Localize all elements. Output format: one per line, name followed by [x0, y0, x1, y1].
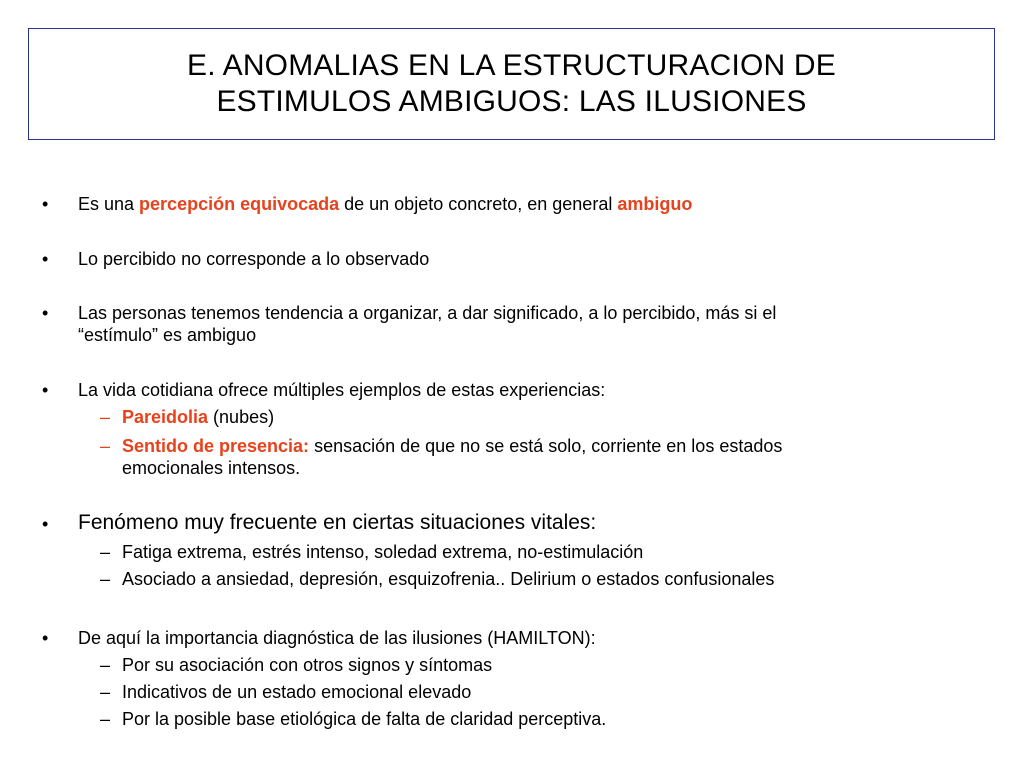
bullet-5: Fenómeno muy frecuente en ciertas situaciones vitales:	[78, 511, 597, 534]
title-line-1: E. ANOMALIAS EN LA ESTRUCTURACION DE	[186, 49, 836, 82]
bullet-4-sub-1-text: (nubes)	[208, 407, 275, 427]
bullet-4-sub-2-text: sensación de que no se está solo, corriente en los estados	[309, 436, 783, 456]
bullet-marker: •	[42, 514, 49, 534]
bullet-4-sub-2	[122, 435, 782, 457]
sub-bullet-marker: –	[100, 709, 111, 729]
bullet-1	[78, 193, 692, 215]
bullet-1-text-a: Es una	[78, 194, 140, 214]
bullet-4-sub-2-highlight: Sentido de presencia:	[122, 436, 310, 456]
bullet-4: La vida cotidiana ofrece múltiples ejemplos de estas experiencias:	[78, 380, 606, 400]
bullet-2: Lo percibido no corresponde a lo observado	[78, 249, 430, 269]
sub-bullet-marker: –	[100, 436, 111, 456]
title-line-2: ESTIMULOS AMBIGUOS: LAS ILUSIONES	[216, 85, 807, 118]
sub-bullet-marker: –	[100, 569, 111, 589]
bullet-3-line-1: Las personas tenemos tendencia a organizar, a dar significado, a lo percibido, más si el	[78, 303, 777, 323]
bullet-4-sub-1	[122, 406, 274, 428]
bullet-4-sub-2-line-2: emocionales intensos.	[122, 458, 301, 478]
sub-bullet-marker: –	[100, 682, 111, 702]
bullet-marker: •	[42, 380, 49, 400]
sub-bullet-marker: –	[100, 542, 111, 562]
bullet-marker: •	[42, 303, 49, 323]
bullet-6-sub-1: Por su asociación con otros signos y síntomas	[122, 655, 493, 675]
bullet-5-sub-2: Asociado a ansiedad, depresión, esquizofrenia.. Delirium o estados confusionales	[122, 569, 775, 589]
bullet-marker: •	[42, 249, 49, 269]
bullet-6: De aquí la importancia diagnóstica de las ilusiones (HAMILTON):	[78, 628, 596, 648]
bullet-6-sub-3: Por la posible base etiológica de falta de claridad perceptiva.	[122, 709, 607, 729]
bullet-3-line-2: “estímulo” es ambiguo	[78, 325, 257, 345]
bullet-1-text-b: de un objeto concreto, en general	[339, 194, 618, 214]
bullet-1-highlight-2: ambiguo	[617, 194, 693, 214]
bullet-marker: •	[42, 628, 49, 648]
bullet-5-sub-1: Fatiga extrema, estrés intenso, soledad extrema, no-estimulación	[122, 542, 644, 562]
bullet-6-sub-2: Indicativos de un estado emocional elevado	[122, 682, 472, 702]
sub-bullet-marker: –	[100, 655, 111, 675]
bullet-1-highlight-1: percepción equivocada	[139, 194, 340, 214]
sub-bullet-marker: –	[100, 407, 111, 427]
bullet-marker: •	[42, 194, 49, 214]
bullet-4-sub-1-highlight: Pareidolia	[122, 407, 209, 427]
